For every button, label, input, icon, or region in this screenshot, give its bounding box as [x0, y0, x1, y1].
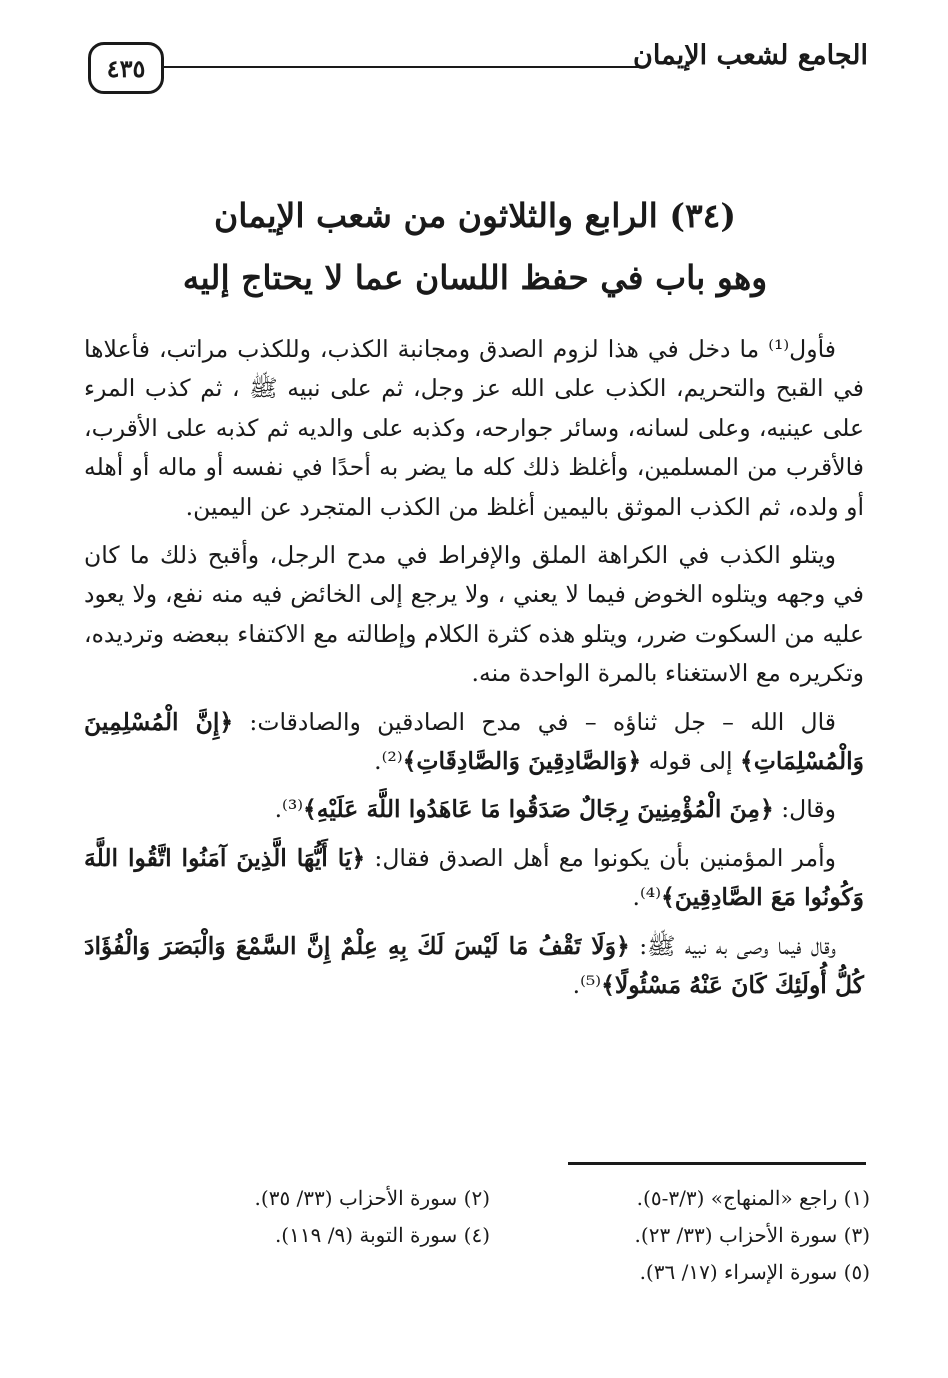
quran-verse: ﴿مِنَ الْمُؤْمِنِينَ رِجَالٌ صَدَقُوا مَا عَاهَدُوا اللَّهَ عَلَيْهِ﴾: [303, 795, 774, 824]
quran-verse: ﴿وَالصَّادِقِينَ وَالصَّادِقَاتِ﴾: [402, 747, 642, 776]
running-header: [88, 36, 868, 106]
chapter-subtitle: وهو باب في حفظ اللسان عما لا يحتاج إليه: [182, 258, 768, 297]
body-text: [84, 330, 864, 1015]
text-span: إلى قوله: [641, 747, 740, 776]
quran-verse: ﴿يَا أَيُّهَا الَّذِينَ آمَنُوا اتَّقُوا اللَّهَ وَكُونُوا مَعَ الصَّادِقِينَ﴾: [84, 843, 864, 912]
paragraph-quran-1: [84, 703, 864, 782]
paragraph-quran-3: [84, 839, 864, 918]
footnote-ref: ⁽⁵⁾.: [572, 971, 602, 1000]
footnote-ref: ⁽⁴⁾.: [632, 883, 661, 912]
footnote-row: [110, 1180, 870, 1217]
paragraph-quran-4: [84, 927, 864, 1006]
footnote-ref: ⁽³⁾.: [274, 795, 304, 824]
footnote-2: (٢) سورة الأحزاب (٣٣/ ٣٥).: [254, 1186, 490, 1210]
page-number-box: [88, 42, 164, 94]
footnote-ref: ⁽²⁾.: [374, 747, 403, 776]
page-number: ٤٣٥: [106, 53, 146, 83]
footnote-row: [110, 1217, 870, 1254]
paragraph-lies-ranks: فأول⁽¹⁾ ما دخل في هذا لزوم الصدق ومجانبة الكذب، وللكذب مراتب، فأعلاها في القبح والتحريم، الكذب على الله عز وجل، ثم على نبيه ﷺ ، ثم كذب المرء على عينيه، وعلى لسانه، وسائر جوارحه، وكذبه على والديه ثم كذبه على الأقرب، فالأقرب من المسلمين، وأغلظ ذلك كله ما يضر به أحدًا في نفسه أو ماله أو أهله أو ولده، ثم الكذب الموثق باليمين أغلظ من الكذب المتجرد عن اليمين.: [84, 335, 864, 521]
footnote-row: [110, 1254, 870, 1291]
header-rule: [164, 66, 640, 68]
quran-intro: وقال فيما وصى به نبيه ﷺ:: [629, 931, 836, 960]
quran-intro: وقال:: [773, 795, 836, 824]
footnote-4: (٤) سورة التوبة (٩/ ١١٩).: [274, 1223, 490, 1247]
paragraph-flattery: ويتلو الكذب في الكراهة الملق والإفراط في مدح الرجل، وأقبح ذلك ما كان في وجهه ويتلوه الخوض فيما لا يعني ، ولا يرجع إلى الخائض فيه منه نفع، ولا يعود عليه من السكوت ضرر، ويتلو هذه كثرة الكلام وإطالته مع الاكتفاء ببعضه وترديده، وتكريره مع الاستغناء بالمرة الواحدة منه.: [84, 541, 864, 688]
paragraph-quran-2: [84, 790, 864, 829]
chapter-title: (٣٤) الرابع والثلاثون من شعب الإيمان: [213, 196, 737, 235]
running-title: الجامع لشعب الإيمان: [633, 40, 868, 71]
quran-verse: ﴿إِنَّ الْمُسْلِمِينَ وَالْمُسْلِمَاتِ﴾: [84, 707, 864, 776]
footnote-5: (٥) سورة الإسراء (١٧/ ٣٦).: [639, 1260, 870, 1284]
quran-verse: ﴿وَلَا تَقْفُ مَا لَيْسَ لَكَ بِهِ عِلْمٌ إِنَّ السَّمْعَ وَالْبَصَرَ وَالْفُؤَادَ كُلُّ أُولَئِكَ كَانَ عَنْهُ مَسْئُولًا﴾: [84, 931, 864, 1000]
footnote-1: (١) راجع «المنهاج» (٣/٣-٥).: [636, 1186, 870, 1210]
footnote-rule: [568, 1162, 866, 1165]
quran-intro: وأمر المؤمنين بأن يكونوا مع أهل الصدق فقال:: [365, 843, 836, 872]
footnote-3: (٣) سورة الأحزاب (٣٣/ ٢٣).: [634, 1223, 870, 1247]
quran-intro: قال الله – جل ثناؤه – في مدح الصادقين والصادقات:: [233, 707, 837, 736]
footnotes: [110, 1180, 870, 1291]
